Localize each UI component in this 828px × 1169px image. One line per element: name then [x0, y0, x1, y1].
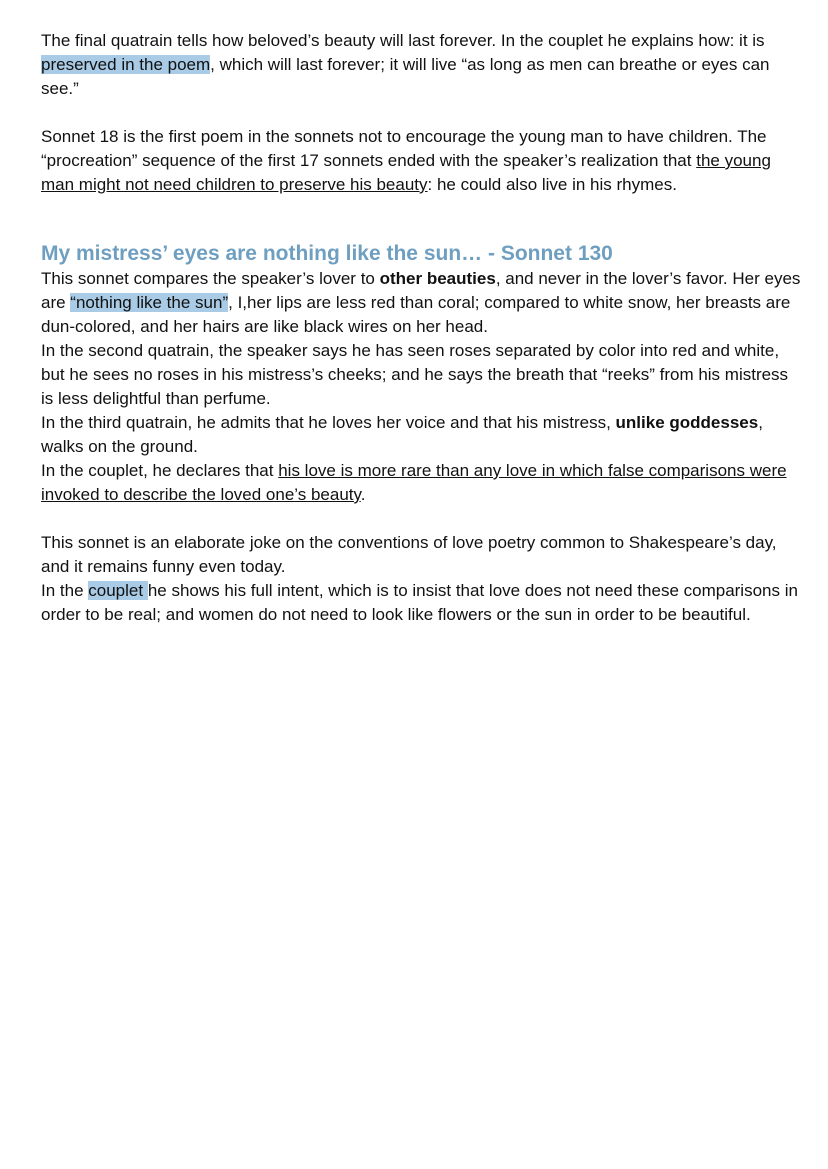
- section-heading-sonnet130: My mistress’ eyes are nothing like the sun… - Sonnet 130: [41, 242, 613, 265]
- underlined-text: the young man might not need children to preserve his beauty: [41, 151, 771, 194]
- paragraph-sonnet130-intro: This sonnet compares the speaker’s lover to other beauties, and never in the lover’s favor. Her eyes are “nothing like the sun”, I,her lips are less red than coral; compared to white snow, her breasts are dun-colored, and her hairs are like black wires on her head.: [41, 269, 801, 336]
- paragraph-couplet: In the couplet, he declares that his love is more rare than any love in which false comparisons were invoked to describe the loved one’s beauty.: [41, 461, 787, 504]
- paragraph-sonnet18-procreation: Sonnet 18 is the first poem in the sonnets not to encourage the young man to have children. The “procreation” sequence of the first 17 sonnets ended with the speaker’s realization that the young man might not need children to preserve his beauty: he could also live in his rhymes.: [41, 127, 771, 194]
- highlighted-text: preserved in the poem: [41, 55, 211, 74]
- highlighted-text: couplet: [88, 581, 148, 600]
- bold-text: unlike goddesses: [615, 413, 759, 432]
- document-body: [41, 29, 801, 627]
- underlined-text: his love is more rare than any love in which false comparisons were invoked to describe the loved one’s beauty: [41, 461, 787, 504]
- paragraph-elaborate-joke: This sonnet is an elaborate joke on the conventions of love poetry common to Shakespeare’s day, and it remains funny even today.: [41, 533, 777, 576]
- paragraph-sonnet18-final-quatrain: The final quatrain tells how beloved’s beauty will last forever. In the couplet he explains how: it is preserved in the poem, which will last forever; it will live “as long as men can breathe or eyes can see.”: [41, 31, 770, 98]
- paragraph-full-intent: In the couplet he shows his full intent, which is to insist that love does not need these comparisons in order to be real; and women do not need to look like flowers or the sun in order to be beautiful.: [41, 581, 798, 624]
- paragraph-third-quatrain: In the third quatrain, he admits that he loves her voice and that his mistress, unlike goddesses, walks on the ground.: [41, 413, 763, 456]
- paragraph-second-quatrain: In the second quatrain, the speaker says he has seen roses separated by color into red and white, but he sees no roses in his mistress’s cheeks; and he says the breath that “reeks” from his mistress is less delightful than perfume.: [41, 341, 789, 408]
- highlighted-text: “nothing like the sun”: [70, 293, 229, 312]
- bold-text: other beauties: [379, 269, 496, 288]
